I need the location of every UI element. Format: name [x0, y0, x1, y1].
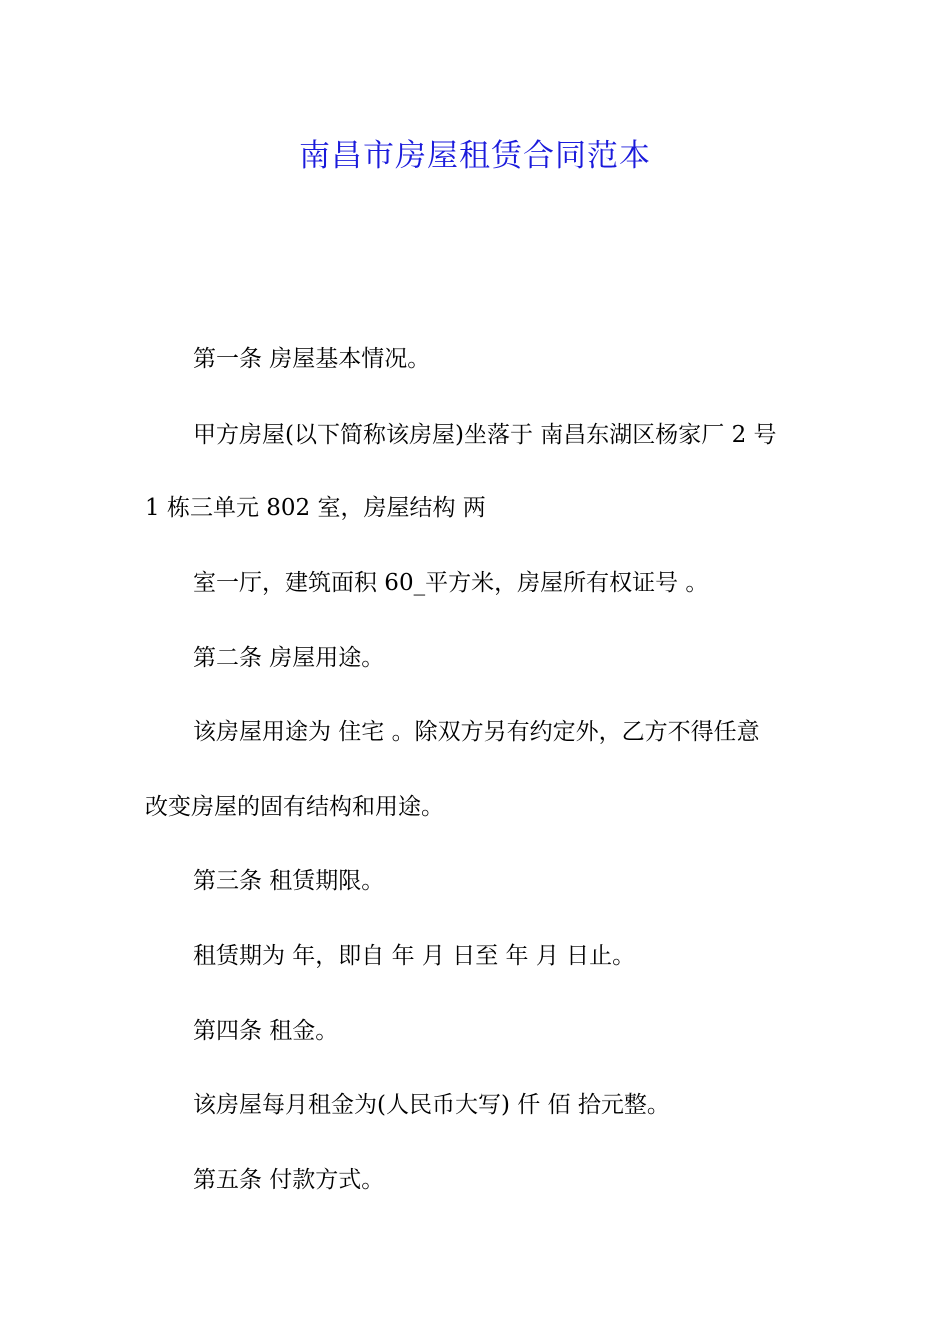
article-2-text-line-2: 改变房屋的固有结构和用途。	[145, 794, 444, 820]
article-1-text-line-2: 1 栋三单元 802 室，房屋结构 两	[145, 495, 486, 521]
article-1-text-line-1: 甲方房屋(以下简称该房屋)坐落于 南昌东湖区杨家厂 2 号	[193, 422, 777, 448]
article-4-text: 该房屋每月租金为(人民币大写) 仟 佰 拾元整。	[193, 1092, 670, 1118]
article-3-heading: 第三条 租赁期限。	[193, 868, 385, 894]
article-1-text-line-3: 室一厅，建筑面积 60_平方米，房屋所有权证号 。	[193, 570, 709, 596]
article-3-text: 租赁期为 年，即自 年 月 日至 年 月 日止。	[193, 943, 636, 969]
article-2-heading: 第二条 房屋用途。	[193, 645, 385, 671]
document-title: 南昌市房屋租赁合同范本	[299, 138, 651, 174]
article-1-heading: 第一条 房屋基本情况。	[193, 346, 431, 372]
article-5-heading: 第五条 付款方式。	[193, 1167, 385, 1193]
article-2-text-line-1: 该房屋用途为 住宅 。除双方另有约定外，乙方不得任意	[193, 719, 760, 745]
article-4-heading: 第四条 租金。	[193, 1018, 339, 1044]
